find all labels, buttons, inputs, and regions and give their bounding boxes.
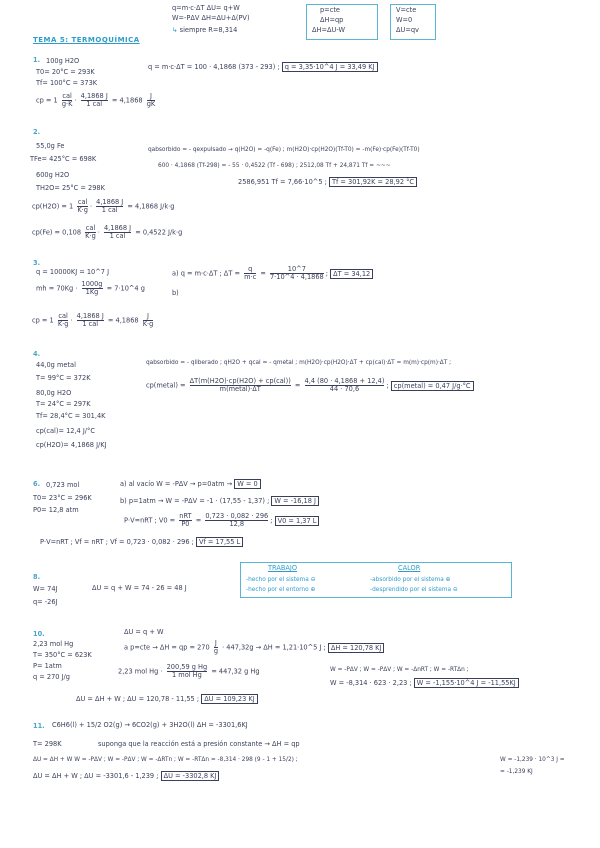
p10-du-result: ΔU = 109,23 KJ	[201, 694, 258, 704]
p10-a-result: ΔH = 120,78 KJ	[328, 643, 385, 653]
p4-eq1: qabsorbido = - qliberado ; qH2O + qcal = - qmetal ; m(H2O)·cp(H2O)·ΔT + cp(cal)·ΔT = m(m)·cp(m)·ΔT ;	[146, 360, 452, 366]
p1-line-1: T0= 20°C = 293K	[36, 68, 95, 76]
p3-cp: cp = 1 $\frac{\text{cal}}{K\cdot g}$ · $\frac{4,1868 J}{\text{1 cal}}$ = 4,1868 $\frac{J}{K\cdot g}$	[32, 312, 154, 328]
p3-a: a) q = m·c·ΔT ; ΔT = $\frac{q}{m\cdot c}$ = $\frac{10\^{}7}{7\cdot 10\^{}4 \cdot 4,1868}$ ; ΔT = 34,12	[172, 266, 373, 281]
p1-line-2: Tf= 100°C = 373K	[36, 79, 98, 87]
p4-line-5: cp(cal)= 12,4 J/°C	[36, 427, 95, 435]
p10-a: a p=cte → ΔH = qp = 270 $\frac{J}{g}$ · 447,32g → ΔH = 1,21·10^5 J ; ΔH = 120,78 KJ	[124, 640, 384, 655]
p6-b-result: W = -16,18 J	[271, 496, 319, 506]
trabajo-item-0: -hecho por el sistema ⊖	[246, 577, 316, 583]
p10-line-1: T= 350°C = 623K	[33, 651, 92, 659]
p2-line-0: 55,0g Fe	[36, 142, 65, 150]
box-pcte-1: ΔH=qp	[320, 16, 344, 24]
p4-result: cp(metal) = 0,47 J/g·°C	[391, 381, 474, 391]
p10-w2: W = -8,314 · 623 · 2,23 ; W = -1,155·10^4 J = -11,55KJ	[330, 679, 519, 687]
problem-10-number: 10.	[33, 630, 45, 638]
p10-du: ΔU = ΔH + W ; ΔU = 120,78 - 11,55 ; ΔU = 109,23 KJ	[76, 695, 258, 703]
p2-line-3: TH2O= 25°C = 298K	[36, 184, 105, 192]
problem-8-number: 8.	[33, 573, 41, 581]
p11-side-res1: W = -1,239 · 10^3 J =	[500, 757, 565, 763]
box-pcte-0: p=cte	[320, 6, 340, 14]
p2-eq2: 600 · 4,1868 (Tf-298) = - 55 · 0,4522 (Tf - 698) ; 2512,08 Tf + 24,871 Tf = ~~~	[158, 163, 391, 169]
p6-pv: P·V=nRT ; V0 = $\frac{\text{nRT}}{P0}$ = $\frac{0,723 \cdot 0,082 \cdot 296}{12,8}$ ; V0 = 1,37 L	[124, 513, 319, 528]
p8-eq: ΔU = q + W = 74 - 26 = 48 J	[92, 584, 187, 592]
p10-top: ΔU = q + W	[124, 628, 164, 636]
box-vcte-1: W=0	[396, 16, 413, 24]
arrow-icon: ↳	[172, 26, 178, 34]
p8-line-0: W= 74J	[33, 585, 58, 593]
p11-l2: ΔU = ΔH + W ; ΔU = -3301,6 - 1,239 ; ΔU = -3302,8 KJ	[33, 772, 219, 780]
p10-mass: 2,23 mol Hg · $\frac{\text{200,59 g Hg}}{\text{1 mol Hg}}$ = 447,32 g Hg	[118, 663, 260, 679]
problem-1-number: 1.	[33, 56, 41, 64]
p4-line-1: T= 99°C = 372K	[36, 374, 91, 382]
p1-result: q = 3,35·10^4 J = 33,49 KJ	[282, 62, 378, 72]
p11-note: suponga que la reacción está a presión constante → ΔH = qp	[98, 740, 300, 748]
header-formulas-line1: q=m·c·ΔT ΔU= q+W	[172, 4, 240, 12]
p2-line-2: 600g H2O	[36, 171, 70, 179]
p4-line-2: 80,0g H2O	[36, 389, 72, 397]
p4-cpm: cp(metal) = $\frac{\text{ΔT(m(H2O)·cp(H2O) + cp(cal))}}{\text{m(metal)·ΔT}}$ = $\frac{4,4 (80 \cdot 4,1868 + 12,4)}{44 \cdot 70,6}$ ; cp(metal) = 0,47 J/g·°C	[146, 378, 474, 393]
p11-t: T= 298K	[33, 740, 62, 748]
p10-line-0: 2,23 mol Hg	[33, 640, 74, 648]
trabajo-title: TRABAJO	[268, 564, 298, 572]
problem-6-number: 6.	[33, 480, 41, 488]
p4-line-4: Tf= 28,4°C = 301,4K	[36, 412, 106, 420]
header-formulas-line3: ↳ siempre R=8,314	[172, 26, 238, 34]
p6-line-0: 0,723 mol	[46, 481, 80, 489]
p8-line-1: q= -26J	[33, 598, 58, 606]
problem-4-number: 4.	[33, 350, 41, 358]
p6-b: b) p=1atm → W = -PΔV = -1 · (17,55 - 1,37) ; W = -16,18 J	[120, 497, 319, 505]
p2-eq1: qabsorbido = - qexpulsado → q(H2O) = -q(Fe) ; m(H2O)·cp(H2O)(Tf-T0) = -m(Fe)·cp(Fe)(Tf-T0)	[148, 147, 420, 153]
problem-2-number: 2.	[33, 128, 41, 136]
p6-vf-result: Vf = 17,55 L	[196, 537, 243, 547]
p4-line-0: 44,0g metal	[36, 361, 76, 369]
box-vcte-2: ΔU=qv	[396, 26, 419, 34]
calor-title: CALOR	[398, 564, 421, 572]
p6-pv-result: V0 = 1,37 L	[275, 516, 320, 526]
p6-vf: P·V=nRT ; Vf = nRT ; Vf = 0,723 · 0,082 · 296 ; Vf = 17,55 L	[40, 538, 243, 546]
page-title: TEMA 5: TERMOQUÍMICA	[33, 36, 140, 44]
p1-cp: cp = 1 $\frac{\text{cal}}{g\cdot K}$ · $\frac{4,1868 J}{\text{1 cal}}$ = 4,1868 $\frac{J}{gK}$	[36, 92, 156, 108]
problem-11-number: 11.	[33, 722, 45, 730]
header-formulas-line2: W=-PΔV ΔH=ΔU+Δ(PV)	[172, 14, 250, 22]
problem-3-number: 3.	[33, 259, 41, 267]
p1-line-0: 100g H2O	[46, 57, 80, 65]
p2-cp1: cp(H2O) = 1 $\frac{\text{cal}}{K\cdot g}$ · $\frac{4,1868 J}{\text{1 cal}}$ = 4,1868 J/k·g	[32, 198, 175, 214]
p1-equation: q = m·c·ΔT = 100 · 4,1868 (373 - 293) ; q = 3,35·10^4 J = 33,49 KJ	[148, 63, 378, 71]
p3-b: b)	[172, 289, 179, 297]
box-vcte-0: V=cte	[396, 6, 417, 14]
p6-a: a) al vacío W = -PΔV → p=0atm → W = 0	[120, 480, 261, 488]
p3-line2: mh = 70Kg · $\frac{1000g}{1Kg}$ = 7·10^4 g	[36, 280, 145, 296]
p6-a-result: W = 0	[234, 479, 260, 489]
p6-line-2: P0= 12,8 atm	[33, 506, 79, 514]
p11-side-res2: = -1,239 KJ	[500, 769, 533, 775]
p2-line-1: TFe= 425°C = 698K	[30, 155, 97, 163]
p11-rxn: C6H6(l) + 15/2 O2(g) → 6CO2(g) + 3H2O(l) ΔH = -3301,6KJ	[52, 721, 248, 729]
p10-w1: W = -PΔV ; W = -PΔV ; W = -ΔnRT ; W = -RTΔn ;	[330, 667, 469, 673]
p4-line-3: T= 24°C = 297K	[36, 400, 91, 408]
calor-item-1: -desprendido por el sistema ⊖	[370, 587, 458, 593]
p11-result: ΔU = -3302,8 KJ	[161, 771, 220, 781]
p10-line-2: P= 1atm	[33, 662, 62, 670]
calor-item-0: -absorbido por el sistema ⊕	[370, 577, 451, 583]
p2-result: Tf = 301,92K = 28,92 °C	[329, 177, 417, 187]
p2-eq3: 2586,951 Tf = 7,66·10^5 ; Tf = 301,92K = 28,92 °C	[238, 178, 417, 186]
p10-w2-result: W = -1,155·10^4 J = -11,55KJ	[414, 678, 519, 688]
p2-cp2: cp(Fe) = 0,108 $\frac{\text{cal}}{K\cdot g}$ · $\frac{4,1868 J}{\text{1 cal}}$ = 0,4522 J/k·g	[32, 224, 183, 240]
p6-line-1: T0= 23°C = 296K	[33, 494, 92, 502]
p4-line-6: cp(H2O)= 4,1868 J/KJ	[36, 441, 107, 449]
p10-line-3: q = 270 J/g	[33, 673, 70, 681]
trabajo-item-1: -hecho por el entorno ⊕	[246, 587, 316, 593]
box-pcte-2: ΔH=ΔU-W	[312, 26, 345, 34]
p3-line1: q = 10000KJ = 10^7 J	[36, 268, 110, 276]
p11-l1: ΔU = ΔH + W W = -PΔV ; W = -PΔV ; W = -ΔRTn ; W = -RTΔn = -8,314 · 298 (9 - 1 + 15/2) ;	[33, 757, 298, 763]
p3-result: ΔT = 34,12	[330, 269, 373, 279]
